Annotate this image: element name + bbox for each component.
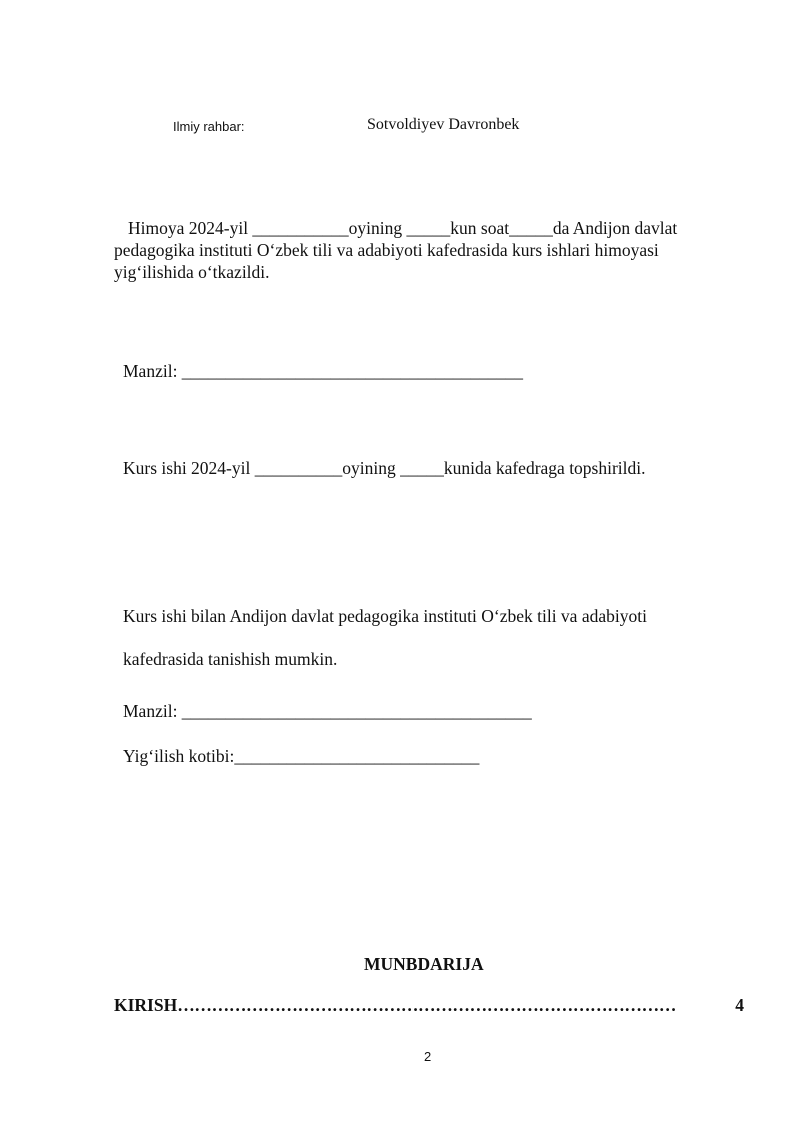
contents-heading: MUNBDARIJA <box>364 954 484 974</box>
secretary-line: Yig‘ilish kotibi:____________________________ <box>123 746 480 766</box>
contents-entry-title: KIRISH <box>114 995 178 1015</box>
address-line-1: Manzil: _______________________________________ <box>123 361 524 381</box>
supervisor-label: Ilmiy rahbar: <box>173 119 245 134</box>
contents-entry[interactable] <box>114 995 744 1016</box>
review-line-1: Kurs ishi bilan Andijon davlat pedagogika instituti O‘zbek tili va adabiyoti <box>123 606 647 626</box>
contents-entry-page: 4 <box>735 995 744 1015</box>
address-line-2: Manzil: ________________________________________ <box>123 701 532 721</box>
page-number: 2 <box>424 1049 432 1064</box>
defense-paragraph: Himoya 2024-yil ___________oyining _____kun soat_____da Andijon davlat pedagogika instituti O‘zbek tili va adabiyoti kafedrasida kurs ishlari himoyasi yig‘ilishida o‘tkazildi. <box>114 218 678 282</box>
review-line-2: kafedrasida tanishish mumkin. <box>123 649 338 669</box>
submission-line: Kurs ishi 2024-yil __________oyining _____kunida kafedraga topshirildi. <box>123 458 646 478</box>
supervisor-name: Sotvoldiyev Davronbek <box>367 116 520 133</box>
contents-entry-leader: …………………………………………………………………………… <box>177 995 677 1015</box>
